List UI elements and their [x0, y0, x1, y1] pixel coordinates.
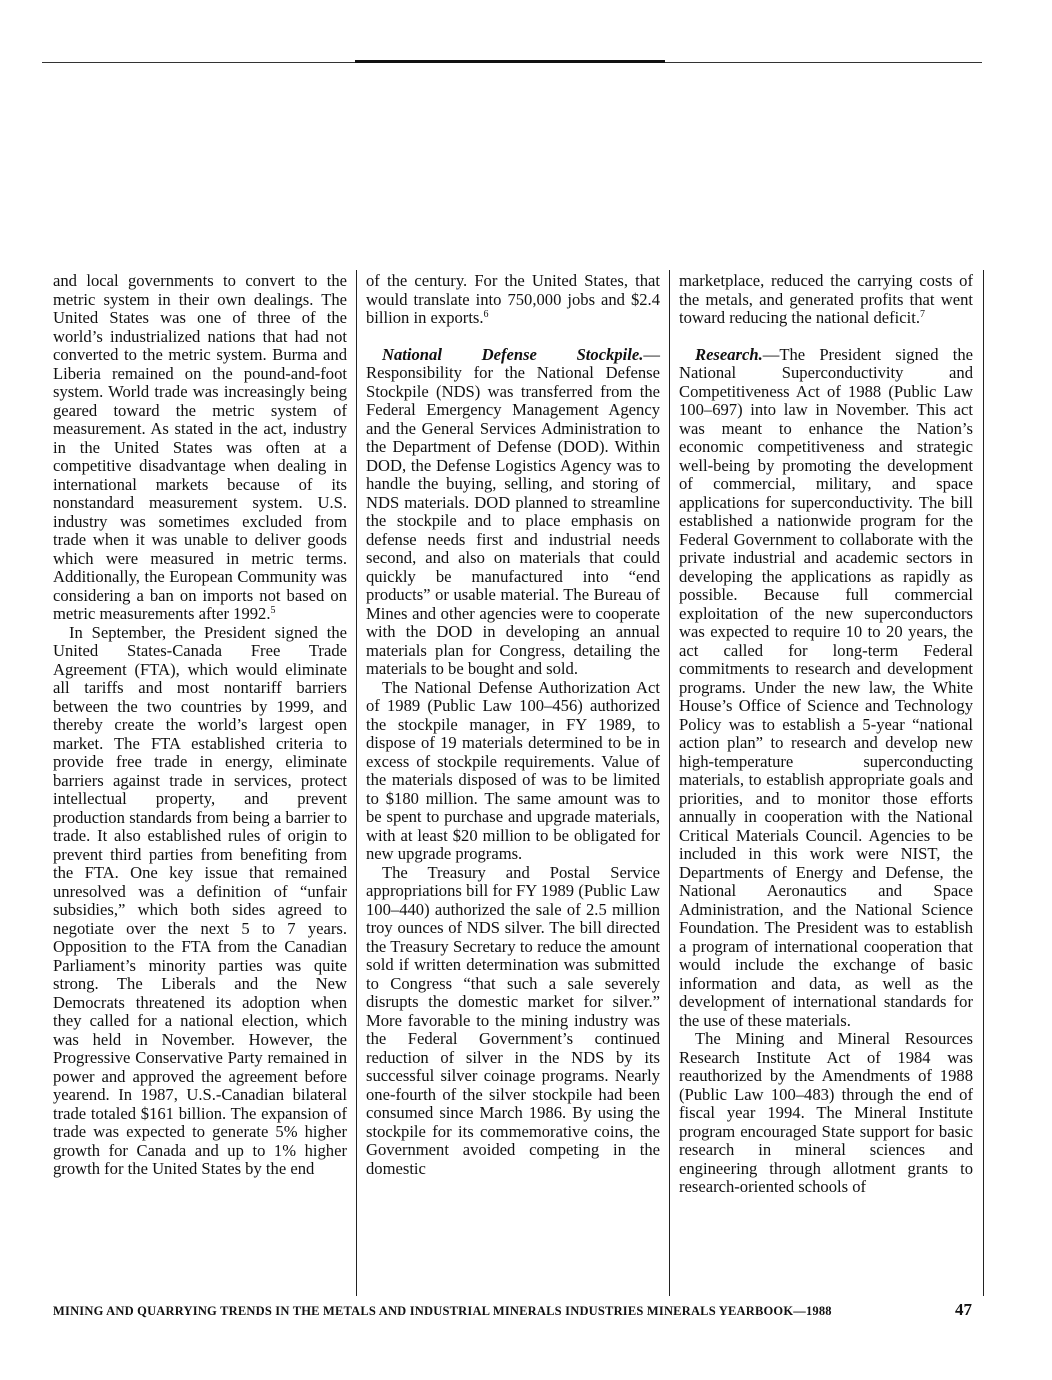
paragraph-text: of the century. For the United States, that would translate into 750,000 jobs and $2.4 billion in exports. [366, 271, 660, 327]
paragraph [679, 346, 973, 1031]
footnote-ref: 6 [483, 309, 489, 320]
text-column-3 [679, 272, 973, 1197]
column-divider-2 [669, 270, 670, 1296]
text-column-2 [366, 272, 660, 1178]
paragraph: The National Defense Authorization Act of 1989 (Public Law 100–456) authorized the stockpile manager, in FY 1989, to dispose of 19 materials determined to be in excess of stockpile requirements. Value of the materials disposed of was to be limited to $180 million. The same amount was to be spent to purchase and upgrade materials, with at least $20 million to be obligated for new upgrade programs. [366, 677, 660, 863]
running-footer: MINING AND QUARRYING TRENDS IN THE METALS AND INDUSTRIAL MINERALS INDUSTRIES MINERALS YEARBOOK—1988 [53, 1304, 832, 1318]
paragraph [366, 272, 660, 328]
paragraph-text: and local governments to convert to the metric system in their own dealings. The United States was one of three of the world’s industrialized nations that had not converted to the metric system. Burma and Liberia remained on the pound-and-foot system. World trade was increasingly being geared toward the metric system of measurement. As stated in the act, industry in the United States was often at a competitive disadvantage when dealing in international markets because of its nonstandard measurement system. U.S. industry was sometimes excluded from trade when it was unable to deliver goods which were measured in metric terms. Additionally, the European Community was considering a ban on imports not based on metric measurements after 1992. [53, 271, 347, 623]
paragraph-text: —Responsibility for the National Defense Stockpile (NDS) was transferred from the Federal Emergency Management Agency and the General Services Administration to the Department of Defense (DOD). Within DOD, the Defense Logistics Agency was to handle the buying, selling, and storing of NDS materials. DOD planned to streamline the stockpile and to place emphasis on defense needs first and industrial needs second, and also on materials that could quickly be manufactured into “end products” or usable material. The Bureau of Mines and other agencies were to cooperate with the DOD in developing an annual materials plan for Congress, detailing the materials to be bought and sold. [366, 344, 660, 678]
column-divider-right [983, 270, 984, 1296]
column-divider-1 [356, 270, 357, 1296]
text-column-1 [53, 272, 347, 1179]
paragraph: The Treasury and Postal Service appropriations bill for FY 1989 (Public Law 100–440) authorized the sale of 2.5 million troy ounces of NDS silver. The bill directed the Treasury Secretary to reduce the amount sold if written determination was submitted to Congress “that such a sale severely disrupts the domestic market for silver.” More favorable to the mining industry was the Federal Government’s continued reduction of silver in the NDS by its successful silver coinage programs. Nearly one-fourth of the silver stockpile had been consumed since March 1986. By using the stockpile for its commemorative coins, the Government avoided competing in the domestic [366, 862, 660, 1178]
paragraph-text: —The President signed the National Superconductivity and Competitiveness Act of 1988 (Public Law 100–697) into law in November. This act was meant to enhance the Nation’s economic competitiveness and strategic well-being by promoting the development of commercial, military, and space applications for superconductivity. The bill established a nationwide program for the Federal Government to collaborate with the private industrial and academic sectors in developing the applications as rapidly as possible. Because full commercial exploitation of the new superconductors was expected to require 10 to 20 years, the act called for long-term Federal commitments to research and development programs. Under the new law, the White House’s Office of Science and Technology Policy was to establish a 5-year “national action plan” to research and develop new high-temperature superconducting materials, to establish appropriate goals and priorities, and to monitor those efforts annually in cooperation with the National Critical Materials Council. Agencies to be included in this work were NIST, the Departments of Energy and Defense, the National Aeronautics and Space Administration, and the National Science Foundation. The President was to establish a program of international cooperation that would include the exchange of basic information and data, as well as the development of international standards for the use of these materials. [679, 344, 973, 1030]
footnote-ref: 7 [919, 309, 925, 320]
paragraph [53, 272, 347, 624]
paragraph: In September, the President signed the United States-Canada Free Trade Agreement (FTA), which would eliminate all tariffs and most nontariff barriers between the two countries by 1999, and thereby create the world’s largest open market. The FTA established criteria to provide free trade in energy, eliminate barriers against trade in services, protect intellectual property, and prevent production standards from being a barrier to trade. It also established rules of origin to prevent third parties from benefiting from the FTA. One key issue that remained unresolved was a definition of “unfair subsidies,” which both sides agreed to negotiate over the next 5 to 7 years. Opposition to the FTA from the Canadian Parliament’s minority parties was quite strong. The Liberals and the New Democrats threatened its adoption when they called for a national election, which was held in November. However, the Progressive Conservative Party remained in power and approved the agreement before yearend. In 1987, U.S.-Canadian bilateral trade totaled $161 billion. The expansion of trade was expected to generate 5% higher growth for Canada and up to 1% higher growth for the United States by the end [53, 622, 347, 1178]
top-rule-accent [355, 60, 665, 63]
section-heading: Research. [695, 344, 763, 364]
footnote-ref: 5 [270, 605, 276, 616]
paragraph [679, 272, 973, 328]
paragraph [366, 346, 660, 679]
paragraph: The Mining and Mineral Resources Research Institute Act of 1984 was reauthorized by the Amendments of 1988 (Public Law 100–483) through the end of fiscal year 1994. The Mineral Institute program encouraged State support for basic research in mineral sciences and engineering through allotment grants to research-oriented schools of [679, 1029, 973, 1196]
paragraph-text: marketplace, reduced the carrying costs of the metals, and generated profits that went toward reducing the national deficit. [679, 271, 973, 327]
page-number: 47 [955, 1300, 972, 1319]
section-heading: National Defense Stockpile. [382, 344, 644, 364]
